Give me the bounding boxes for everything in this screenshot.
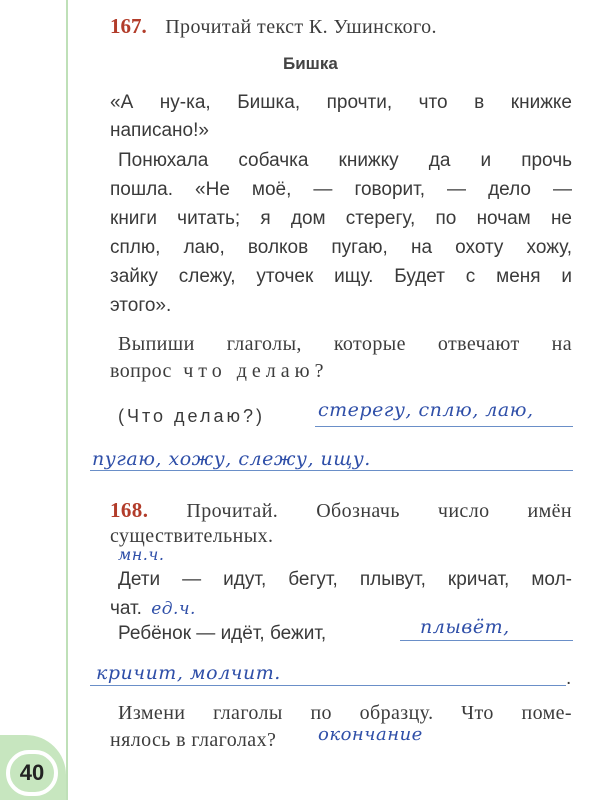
- task-question: Выпиши глаголы, которые отвечают на: [118, 333, 572, 355]
- task-instruction: существительных.: [110, 525, 274, 547]
- exercise-line: [110, 598, 196, 620]
- task-question: [110, 360, 328, 383]
- answer-prompt: (Что делаю?): [118, 406, 265, 426]
- task-question: нялось в глаголах?: [110, 729, 277, 751]
- answer-rule: [400, 640, 573, 641]
- exercise-line: Ребёнок — идёт, бежит,: [118, 623, 327, 644]
- page-margin-line: [66, 0, 68, 800]
- handwritten-answer: пугаю, хожу, слежу, ищу.: [92, 448, 371, 470]
- period-mark: .: [566, 668, 572, 689]
- handwritten-answer: стерегу, сплю, лаю,: [318, 399, 534, 421]
- story-line: Понюхала собачка книжку да и прочь: [118, 150, 572, 171]
- story-line: «А ну-ка, Бишка, прочти, что в книжке: [110, 92, 572, 113]
- task-168-header: [110, 498, 572, 523]
- story-line: пошла. «Не моё, — говорит, — дело —: [110, 179, 572, 200]
- handwritten-answer: кричит, молчит.: [96, 662, 281, 684]
- story-line: написано!»: [110, 120, 209, 141]
- exercise-text: чат.: [110, 598, 142, 619]
- handwritten-answer: плывёт,: [420, 616, 510, 638]
- task-number: 168.: [110, 498, 149, 522]
- handwritten-note: ед.ч.: [151, 599, 196, 619]
- story-line: сплю, лаю, волков пугаю, на охоту хожу,: [110, 237, 572, 258]
- story-line: книги читать; я дом стерегу, по ночам не: [110, 208, 572, 229]
- handwritten-note: мн.ч.: [118, 545, 165, 564]
- exercise-line: Дети — идут, бегут, плывут, кричат, мол-: [118, 569, 572, 590]
- question-word: что делаю?: [183, 360, 329, 382]
- answer-rule: [90, 685, 566, 686]
- task-instruction: Прочитай. Обозначь число имён: [186, 500, 573, 522]
- page-number: 40: [6, 750, 58, 796]
- answer-rule: [90, 470, 573, 471]
- question-text: вопрос: [110, 360, 172, 382]
- story-title: Бишка: [283, 54, 338, 73]
- story-line: этого».: [110, 295, 172, 316]
- handwritten-answer: окончание: [318, 724, 423, 745]
- task-instruction: Прочитай текст К. Ушинского.: [165, 16, 437, 38]
- story-line: зайку слежу, уточек ищу. Будет с меня и: [110, 266, 572, 287]
- answer-rule: [315, 426, 573, 427]
- task-167-header: [110, 14, 437, 39]
- task-number: 167.: [110, 14, 147, 38]
- task-question: Измени глаголы по образцу. Что поме-: [118, 702, 572, 724]
